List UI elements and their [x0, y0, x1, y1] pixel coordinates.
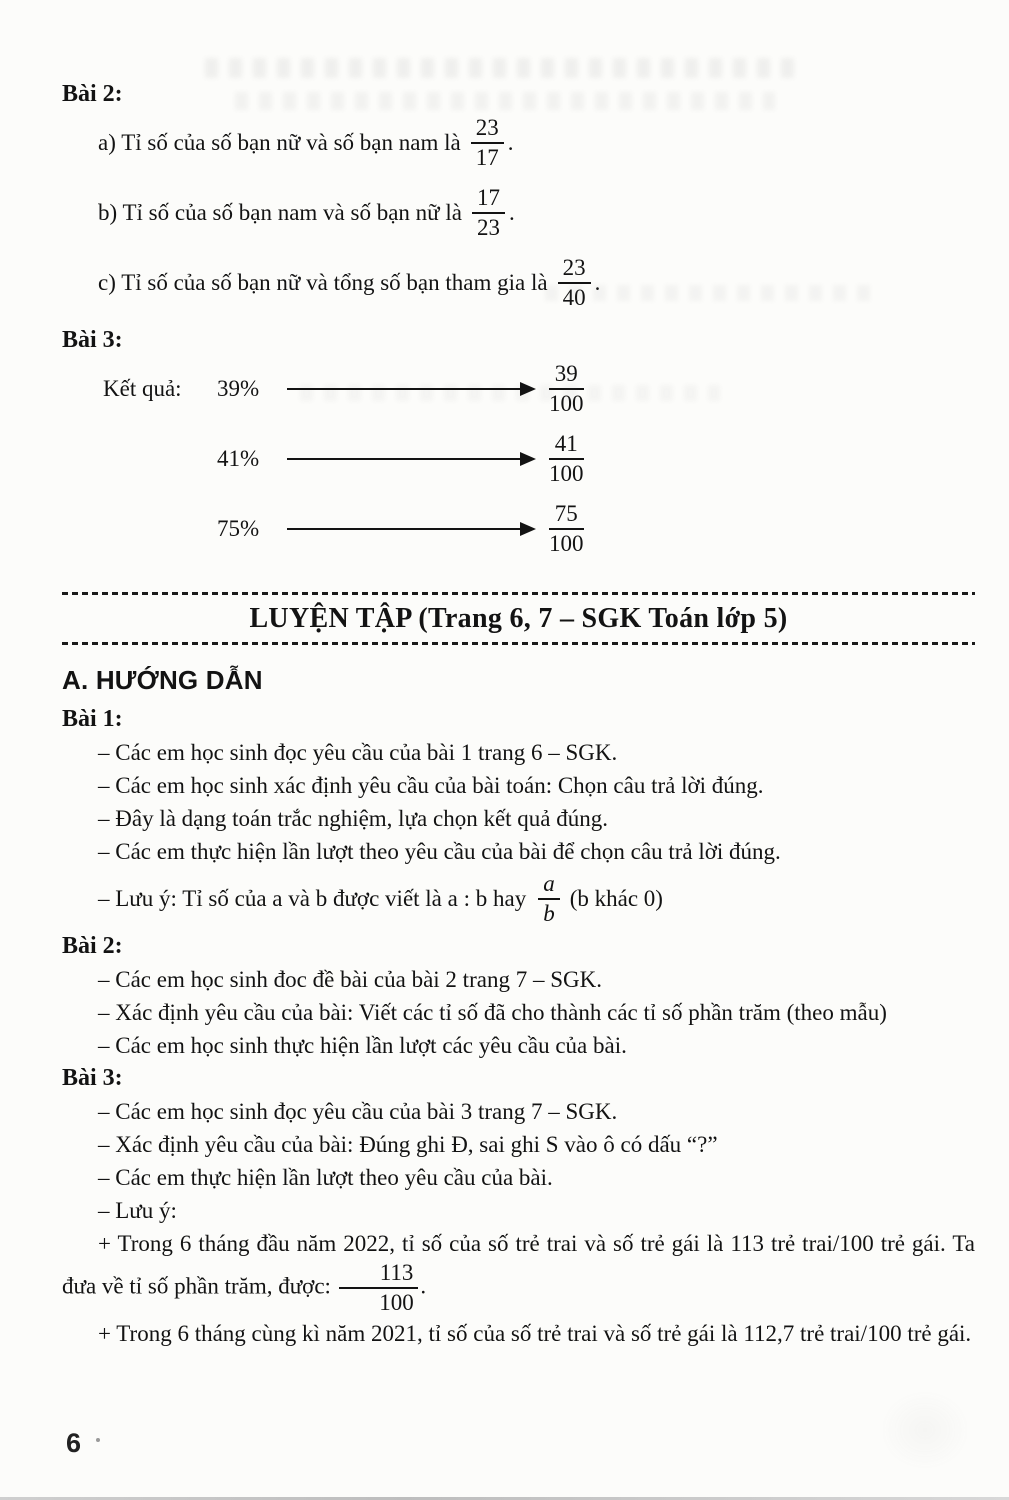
guide-note-2021: + Trong 6 tháng cùng kì năm 2021, tỉ số của số trẻ trai và số trẻ gái là 112,7 trẻ trai/100 trẻ gái. — [98, 1320, 972, 1346]
section-title: LUYỆN TẬP (Trang 6, 7 – SGK Toán lớp 5) — [249, 603, 788, 634]
fraction-numerator: 39 — [549, 361, 584, 390]
scan-artifact — [880, 1390, 970, 1470]
fraction — [472, 185, 505, 242]
fraction-denominator: 100 — [549, 391, 584, 416]
fraction — [339, 1260, 419, 1317]
fraction — [558, 255, 591, 312]
result-label: Kết quả: — [103, 376, 182, 401]
exercise-heading-bai2: Bài 2: — [62, 81, 123, 107]
page-number: 6 — [66, 1428, 82, 1458]
result-row-41 — [62, 424, 975, 494]
sentence-period: . — [420, 1273, 427, 1299]
guide-heading-bai2: Bài 2: — [62, 933, 123, 959]
guide-section — [62, 703, 975, 1350]
fraction — [549, 431, 584, 488]
guide-bullet: – Các em thực hiện lần lượt theo yêu cầu của bài. — [98, 1165, 553, 1190]
sentence-period: . — [509, 200, 515, 225]
fraction — [549, 361, 584, 418]
fraction — [549, 501, 584, 558]
guide-heading-bai3: Bài 3: — [62, 1065, 123, 1091]
fraction-numerator: a — [538, 871, 560, 900]
guide-bullet: – Đây là dạng toán trắc nghiệm, lựa chọn kết quả đúng. — [98, 806, 609, 831]
percent-value: 41% — [217, 446, 260, 471]
guide-bullet: – Các em học sinh thực hiện lần lượt các yêu cầu của bài. — [98, 1033, 627, 1058]
arrow-right-icon — [287, 528, 533, 531]
guide-bullet: – Xác định yêu cầu của bài: Đúng ghi Đ, sai ghi S vào ô có dấu “?” — [98, 1132, 718, 1157]
fraction-numerator: 75 — [549, 501, 584, 530]
fraction — [538, 871, 560, 928]
percent-value: 75% — [217, 516, 260, 541]
fraction-numerator: 113 — [339, 1260, 419, 1289]
solution-line-a — [62, 108, 975, 178]
solution-text: a) Tỉ số của số bạn nữ và số bạn nam là — [98, 130, 461, 155]
guide-bullet: – Các em học sinh đọc yêu cầu của bài 3 trang 7 – SGK. — [98, 1099, 618, 1124]
sentence-period: . — [594, 270, 601, 295]
note-text: – Lưu ý: Tỉ số của a và b được viết là a : b hay — [98, 886, 527, 911]
fraction-denominator: 100 — [549, 531, 584, 556]
arrow-right-icon — [287, 458, 533, 461]
fraction-numerator: 23 — [558, 255, 591, 284]
solution-line-b — [62, 178, 975, 248]
guide-bullet: – Các em học sinh đọc yêu cầu của bài 1 trang 6 – SGK. — [98, 740, 618, 765]
fraction-numerator: 23 — [471, 115, 504, 144]
arrow-right-icon — [287, 388, 533, 391]
sentence-period: . — [507, 130, 514, 155]
fraction-denominator: 17 — [475, 145, 499, 170]
result-row-75 — [62, 494, 975, 564]
exercise-heading-bai3: Bài 3: — [62, 327, 123, 353]
guide-bullet: – Các em học sinh xác định yêu cầu của bài toán: Chọn câu trả lời đúng. — [98, 773, 764, 798]
section-banner — [62, 592, 975, 645]
solution-line-c — [62, 248, 975, 318]
fraction-denominator: b — [543, 901, 555, 926]
dashed-divider — [62, 642, 975, 645]
percent-value: 39% — [217, 376, 260, 401]
fraction-denominator: 40 — [562, 285, 586, 310]
guide-bullet: – Các em học sinh đoc đề bài của bài 2 trang 7 – SGK. — [98, 967, 602, 992]
guide-bullet: – Lưu ý: — [98, 1198, 177, 1223]
solution-text: b) Tỉ số của số bạn nam và số bạn nữ là — [98, 200, 462, 225]
fraction-numerator: 41 — [549, 431, 584, 460]
section-subtitle: A. HƯỚNG DẪN — [62, 665, 263, 695]
scan-artifact — [96, 1438, 100, 1442]
guide-bullet: – Xác định yêu cầu của bài: Viết các tỉ số đã cho thành các tỉ số phần trăm (theo mẫu) — [98, 1000, 887, 1025]
scan-artifact — [205, 58, 805, 78]
result-row-39 — [62, 354, 975, 424]
fraction-numerator: 17 — [472, 185, 505, 214]
note-text: + Trong 6 tháng đầu năm 2022, tỉ số của số trẻ trai và số trẻ gái là 113 trẻ trai/100 trẻ gái. Ta đưa về tỉ số phần trăm, được: — [62, 1231, 975, 1299]
solution-text: c) Tỉ số của số bạn nữ và tổng số bạn tham gia là — [98, 270, 548, 295]
guide-note-bai1 — [62, 868, 975, 930]
fraction — [471, 115, 504, 172]
fraction-denominator: 100 — [379, 1290, 414, 1316]
note-text-suffix: (b khác 0) — [569, 886, 663, 911]
guide-bullet: – Các em thực hiện lần lượt theo yêu cầu của bài để chọn câu trả lời đúng. — [98, 839, 781, 864]
fraction-denominator: 100 — [549, 461, 584, 486]
guide-heading-bai1: Bài 1: — [62, 706, 123, 732]
fraction-denominator: 23 — [477, 215, 500, 240]
guide-note-2022 — [62, 1227, 975, 1317]
